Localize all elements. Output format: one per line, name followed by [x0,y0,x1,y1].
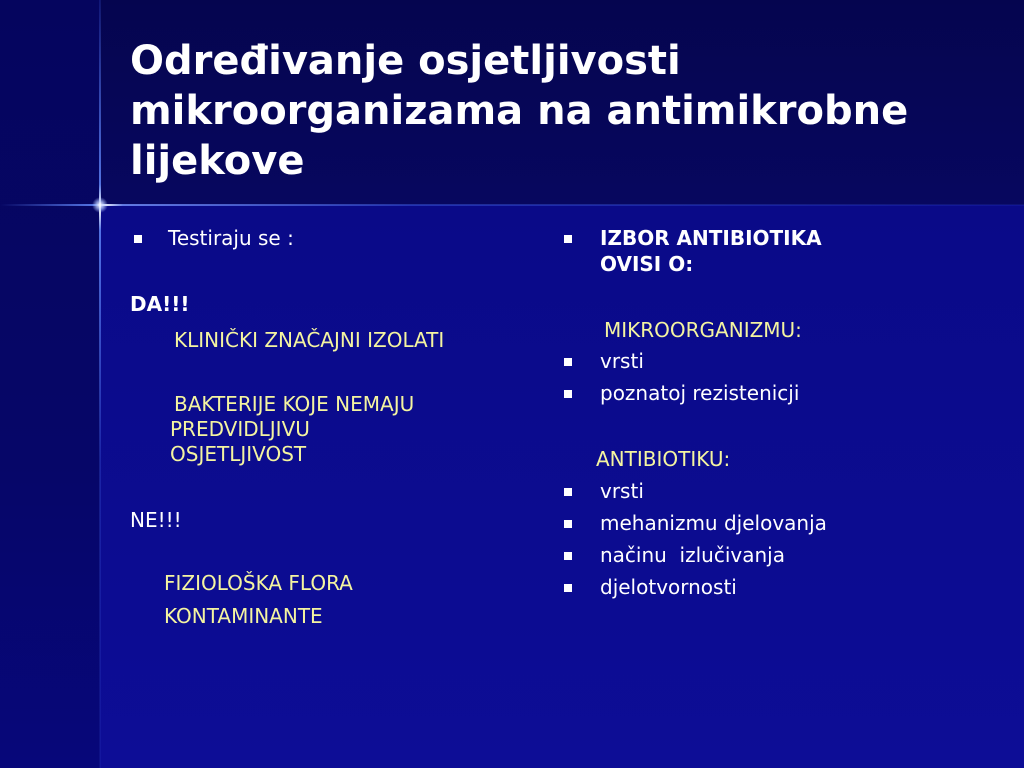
bullet-icon [134,235,142,243]
bullet-icon [564,520,572,528]
antibiotic-choice-heading-line-1: IZBOR ANTIBIOTIKA [600,226,822,250]
antibiotic-item-efficacy: djelotvornosti [600,575,737,599]
content-background [100,205,1024,768]
antibiotic-choice-heading-line-2: OVISI O: [600,252,694,276]
microorganism-item-species: vrsti [600,349,644,373]
bullet-icon [564,390,572,398]
yes-heading: DA!!! [130,292,190,316]
yes-item-clinical-isolates: KLINIČKI ZNAČAJNI IZOLATI [174,328,445,352]
bullet-icon [564,584,572,592]
microorganism-heading: MIKROORGANIZMU: [604,318,802,342]
no-item-contaminants: KONTAMINANTE [164,604,323,628]
slide-title: Određivanje osjetljivosti mikroorganizama na antimikrobne lijekove [130,38,909,184]
bullet-icon [564,552,572,560]
tested-label: Testiraju se : [168,226,294,250]
yes-item-bacteria-line-1: BAKTERIJE KOJE NEMAJU [174,392,415,416]
yes-item-bacteria-line-2: PREDVIDLJIVU [170,417,310,441]
antibiotic-item-species: vrsti [600,479,644,503]
microorganism-item-resistance: poznatoj rezistenicji [600,381,800,405]
yes-item-bacteria-line-3: OSJETLJIVOST [170,442,307,466]
antibiotic-item-excretion: načinu izlučivanja [600,543,785,567]
vertical-divider [99,0,101,768]
left-background-band [0,0,100,768]
bullet-icon [564,358,572,366]
antibiotic-heading: ANTIBIOTIKU: [596,447,731,471]
horizontal-divider [0,204,1024,206]
no-item-physiological-flora: FIZIOLOŠKA FLORA [164,571,353,595]
sparkle-decoration [92,197,108,213]
antibiotic-item-mechanism: mehanizmu djelovanja [600,511,827,535]
bullet-icon [564,235,572,243]
bullet-icon [564,488,572,496]
no-heading: NE!!! [130,508,182,532]
